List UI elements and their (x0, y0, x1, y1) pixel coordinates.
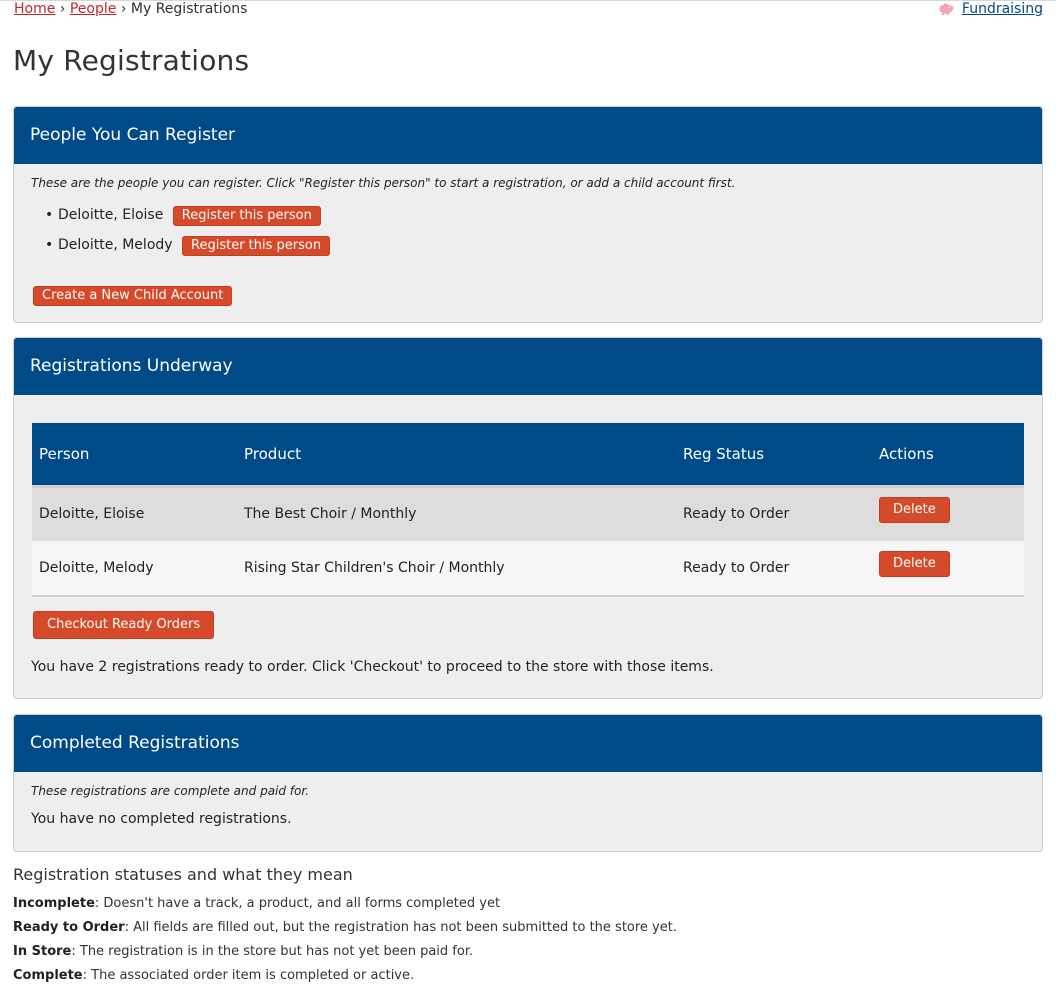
legend-description: : All fields are filled out, but the registration has not been submitted to the store yet. (124, 920, 677, 935)
register-this-person-button[interactable]: Register this person (182, 236, 330, 256)
legend-item (13, 916, 1043, 940)
breadcrumb-separator: › (120, 1, 127, 17)
table-header-row (32, 423, 1024, 486)
table-row (32, 541, 1024, 596)
breadcrumb-current: My Registrations (130, 1, 248, 17)
delete-button[interactable]: Delete (879, 497, 950, 523)
cell-product: Rising Star Children's Choir / Monthly (237, 541, 676, 596)
panel-note: These registrations are complete and paid for. (31, 784, 310, 798)
person-name: Deloitte, Melody (58, 237, 173, 253)
cell-status: Ready to Order (676, 486, 872, 541)
cell-actions (872, 486, 1024, 541)
people-you-can-register-panel (13, 106, 1043, 323)
panel-note: These are the people you can register. Click "Register this person" to start a registration, or add a child account first. (31, 176, 736, 190)
completed-registrations-panel (13, 714, 1043, 852)
legend-item (13, 892, 1043, 916)
legend-term: Complete (13, 968, 83, 983)
delete-button[interactable]: Delete (879, 551, 950, 577)
panel-title: Completed Registrations (14, 715, 1042, 772)
column-header-reg-status: Reg Status (676, 423, 872, 486)
panel-title: People You Can Register (14, 107, 1042, 164)
bullet: • (45, 237, 54, 253)
legend-term: In Store (13, 944, 72, 959)
list-item (31, 205, 330, 235)
legend-title: Registration statuses and what they mean (13, 865, 353, 884)
list-item (31, 235, 330, 265)
cell-product: The Best Choir / Monthly (237, 486, 676, 541)
cell-person: Deloitte, Melody (32, 541, 237, 596)
cell-person: Deloitte, Eloise (32, 486, 237, 541)
legend-term: Ready to Order (13, 920, 125, 935)
legend-item (13, 940, 1043, 964)
legend-description: : Doesn't have a track, a product, and all forms completed yet (94, 896, 501, 911)
breadcrumb-separator: › (59, 1, 66, 17)
breadcrumb-people-link[interactable]: People (69, 1, 117, 17)
breadcrumb-home-link[interactable]: Home (14, 1, 56, 17)
column-header-product: Product (237, 423, 676, 486)
breadcrumb (14, 0, 247, 18)
create-child-account-button[interactable]: Create a New Child Account (33, 286, 232, 306)
registrations-table (32, 423, 1024, 597)
status-legend (13, 864, 1043, 988)
panel-title: Registrations Underway (14, 338, 1042, 395)
registrations-underway-panel (13, 337, 1043, 699)
people-list (31, 205, 330, 265)
bullet: • (45, 207, 54, 223)
person-name: Deloitte, Eloise (58, 207, 164, 223)
legend-item (13, 964, 1043, 988)
legend-description: : The associated order item is completed or active. (82, 968, 415, 983)
legend-term: Incomplete (13, 896, 95, 911)
legend-description: : The registration is in the store but has not yet been paid for. (71, 944, 474, 959)
register-this-person-button[interactable]: Register this person (173, 206, 321, 226)
fundraising-link-container (937, 0, 1043, 20)
fundraising-link[interactable]: Fundraising (961, 1, 1043, 17)
table-row (32, 486, 1024, 541)
column-header-actions: Actions (872, 423, 1024, 486)
column-header-person: Person (32, 423, 237, 486)
registrations-summary: You have 2 registrations ready to order. Click 'Checkout' to proceed to the store with those items. (31, 659, 714, 675)
cell-actions (872, 541, 1024, 596)
page-title: My Registrations (13, 44, 250, 77)
piggy-bank-icon (937, 2, 954, 20)
checkout-ready-orders-button[interactable]: Checkout Ready Orders (33, 611, 214, 639)
cell-status: Ready to Order (676, 541, 872, 596)
empty-message: You have no completed registrations. (31, 811, 292, 827)
